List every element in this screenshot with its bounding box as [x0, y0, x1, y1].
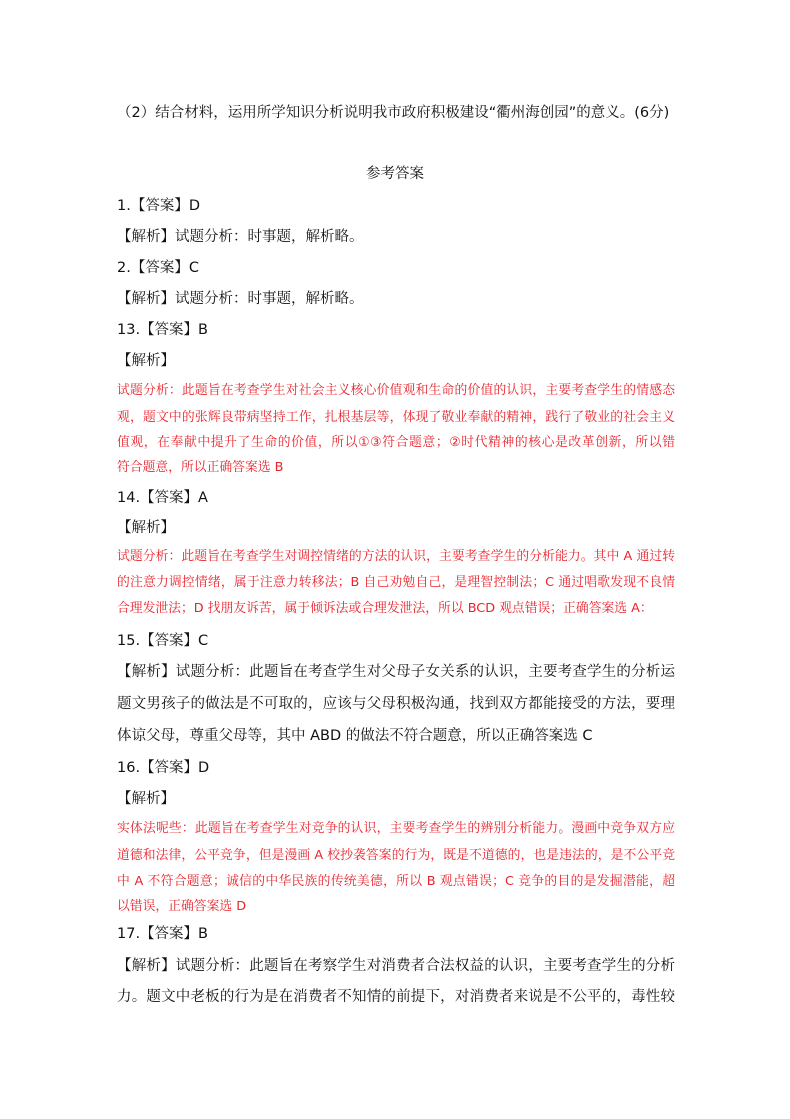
analysis-label-14: 【解析】 — [117, 520, 175, 536]
analysis-1: 【解析】试题分析：时事题，解析略。 — [117, 229, 364, 245]
analysis-15-line: 题文男孩子的做法是不可取的，应该与父母积极沟通，找到双方都能接受的方法，要理 — [117, 696, 675, 712]
analysis-14-line: 的注意力调控情绪，属于注意力转移法；B 自己劝勉自己，是理智控制法；C 通过唱歌发现不良情 — [117, 575, 675, 590]
analysis-13-line: 试题分析：此题旨在考查学生对社会主义核心价值观和生命的价值的认识，主要考查学生的情感态 — [117, 383, 675, 398]
analysis-14-line: 试题分析：此题旨在考查学生对调控情绪的方法的认识，主要考查学生的分析能力。其中 A 通过转 — [117, 549, 675, 564]
analysis-label-16: 【解析】 — [117, 791, 175, 807]
analysis-17-line: 【解析】试题分析：此题旨在考察学生对消费者合法权益的认识，主要考查学生的分析 — [117, 958, 675, 974]
analysis-13-line: 符合题意，所以正确答案选 B — [117, 460, 284, 475]
analysis-2: 【解析】试题分析：时事题，解析略。 — [117, 291, 364, 307]
analysis-15-line: 【解析】试题分析：此题旨在考查学生对父母子女关系的认识，主要考查学生的分析运 — [117, 664, 675, 680]
analysis-label-13: 【解析】 — [117, 353, 175, 369]
analysis-16-line: 中 A 不符合题意；诚信的中华民族的传统美德，所以 B 观点错误；C 竞争的目的是发掘潜能，超 — [117, 874, 675, 889]
answer-2: 2.【答案】C — [117, 260, 199, 276]
answer-13: 13.【答案】B — [117, 322, 209, 338]
analysis-15-line: 体谅父母，尊重父母等，其中 ABD 的做法不符合题意，所以正确答案选 C — [117, 728, 593, 744]
answer-15: 15.【答案】C — [117, 633, 209, 649]
answer-14: 14.【答案】A — [117, 490, 208, 506]
question-text: （2）结合材料，运用所学知识分析说明我市政府积极建设“衢州海创园”的意义。(6分) — [117, 105, 670, 121]
answer-1: 1.【答案】D — [117, 198, 200, 214]
section-title: 参考答案 — [366, 166, 424, 182]
answer-17: 17.【答案】B — [117, 926, 209, 942]
analysis-16-line: 以错误，正确答案选 D — [117, 899, 247, 914]
analysis-17-line: 力。题文中老板的行为是在消费者不知情的前提下，对消费者来说是不公平的，毒性较 — [117, 989, 675, 1005]
analysis-16-line: 道德和法律，公平竞争，但是漫画 A 校抄袭答案的行为，既是不道德的，也是违法的，是不公平竞 — [117, 848, 675, 863]
analysis-13-line: 观，题文中的张辉良带病坚持工作，扎根基层等，体现了敬业奉献的精神，践行了敬业的社会主义 — [117, 410, 675, 425]
analysis-13-line: 值观，在奉献中提升了生命的价值，所以①③符合题意；②时代精神的核心是改革创新，所以错 — [117, 435, 675, 450]
answer-16: 16.【答案】D — [117, 760, 210, 776]
analysis-16-line: 实体法呢些：此题旨在考查学生对竞争的认识，主要考查学生的辨别分析能力。漫画中竞争双方应 — [117, 821, 675, 836]
analysis-14-line: 合理发泄法；D 找朋友诉苦，属于倾诉法或合理发泄法，所以 BCD 观点错误；正确答案选 A： — [117, 601, 653, 616]
